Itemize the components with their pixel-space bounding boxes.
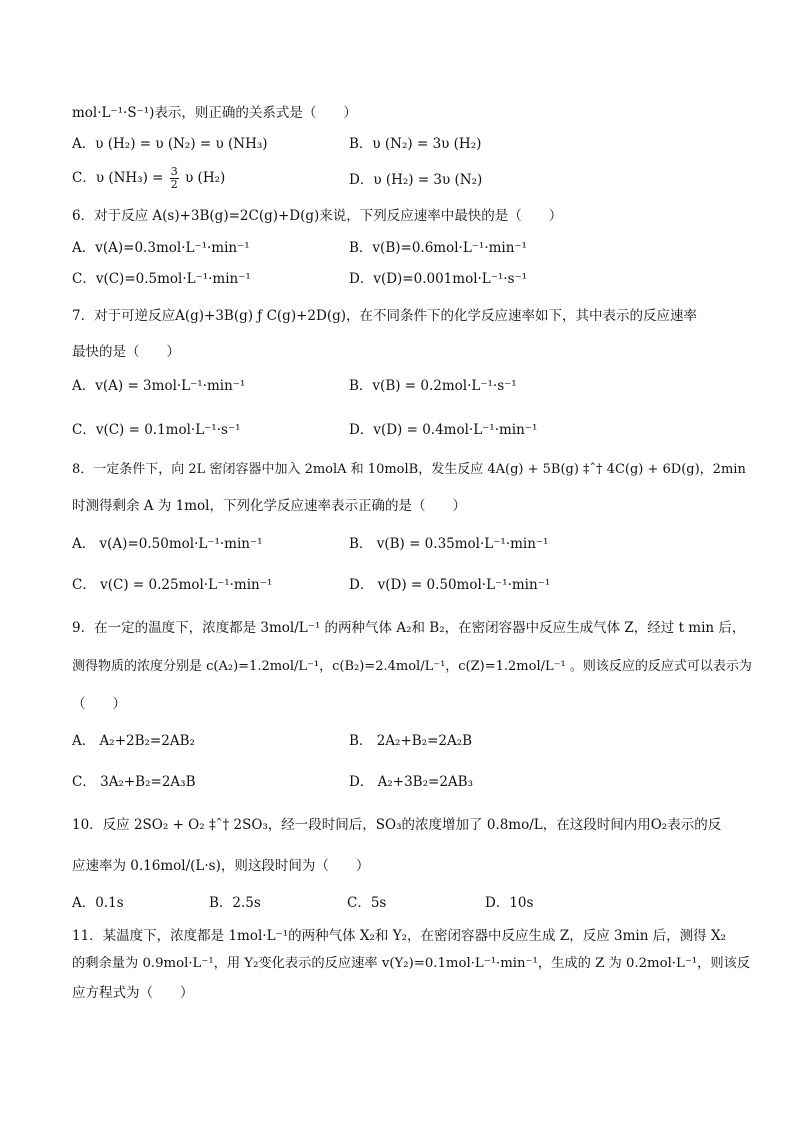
- q10-stem-line-2: 应速率为 0.16mol/(L·s)，则这段时间为（ ）: [72, 858, 370, 874]
- q7-option-b: B．v(B) = 0.2mol·L⁻¹·s⁻¹: [349, 378, 517, 394]
- q5-option-d: D．υ (H₂) = 3υ (N₂): [349, 172, 483, 188]
- q7-stem-line-1: 7．对于可逆反应A(g)+3B(g) ƒ C(g)+2D(g)，在不同条件下的化学反应速率如下，其中表示的反应速率: [72, 308, 697, 324]
- q5-option-c-prefix: C．υ (NH₃) =: [72, 170, 164, 186]
- q9-stem-line-2: 测得物质的浓度分别是 c(A₂)=1.2mol/L⁻¹，c(B₂)=2.4mol/L⁻¹，c(Z)=1.2mol/L⁻¹ 。则该反应的反应式可以表示为: [72, 659, 752, 674]
- q8-stem-line-2: 时测得剩余 A 为 1mol，下列化学反应速率表示正确的是（ ）: [72, 498, 466, 514]
- q9-stem-line-3: （ ）: [72, 696, 126, 712]
- q7-stem-line-2: 最快的是（ ）: [72, 344, 180, 360]
- q8-option-a: A． v(A)=0.50mol·L⁻¹·min⁻¹: [72, 536, 263, 552]
- q8-option-b: B． v(B) = 0.35mol·L⁻¹·min⁻¹: [349, 536, 549, 552]
- fraction-denominator: 2: [170, 178, 178, 191]
- q9-stem-line-1: 9．在一定的温度下，浓度都是 3mol/L⁻¹ 的两种气体 A₂和 B₂，在密闭容器中反应生成气体 Z，经过 t min 后，: [72, 620, 746, 636]
- q11-stem-line-2: 的剩余量为 0.9mol·L⁻¹，用 Y₂变化表示的反应速率 v(Y₂)=0.1mol·L⁻¹·min⁻¹，生成的 Z 为 0.2mol·L⁻¹，则该反: [72, 956, 751, 971]
- q8-stem-line-1: 8．一定条件下，向 2L 密闭容器中加入 2molA 和 10molB，发生反应 4A(g) + 5B(g) ‡ˆ† 4C(g) + 6D(g)，2min: [72, 462, 746, 477]
- q8-option-c: C． v(C) = 0.25mol·L⁻¹·min⁻¹: [72, 577, 273, 593]
- q5-option-c-suffix: υ (H₂): [185, 170, 226, 186]
- q9-option-b: B． 2A₂+B₂=2A₂B: [349, 733, 473, 749]
- q11-stem-line-1: 11．某温度下，浓度都是 1mol·L⁻¹的两种气体 X₂和 Y₂，在密闭容器中反应生成 Z，反应 3min 后，测得 X₂: [72, 928, 726, 944]
- q10-option-d: D．10s: [485, 895, 534, 911]
- q5-option-b: B．υ (N₂) = 3υ (H₂): [349, 136, 482, 152]
- q8-option-d: D． v(D) = 0.50mol·L⁻¹·min⁻¹: [349, 577, 551, 593]
- q10-stem-line-1: 10．反应 2SO₂ + O₂ ‡ˆ† 2SO₃，经一段时间后，SO₃的浓度增加了 0.8mo/L，在这段时间内用O₂表示的反: [72, 817, 722, 833]
- q5-stem-tail: mol·L⁻¹·S⁻¹)表示，则正确的关系式是（ ）: [72, 105, 357, 121]
- q10-option-c: C．5s: [347, 895, 387, 911]
- q7-option-c: C．v(C) = 0.1mol·L⁻¹·s⁻¹: [72, 422, 241, 438]
- q7-option-d: D．v(D) = 0.4mol·L⁻¹·min⁻¹: [349, 422, 538, 438]
- q10-option-b: B．2.5s: [209, 895, 261, 911]
- q6-option-b: B．v(B)=0.6mol·L⁻¹·min⁻¹: [349, 240, 527, 256]
- q11-stem-line-3: 应方程式为（ ）: [72, 985, 194, 1001]
- q6-option-c: C．v(C)=0.5mol·L⁻¹·min⁻¹: [72, 271, 251, 287]
- q5-option-c: [72, 166, 225, 191]
- q10-option-a: A．0.1s: [72, 895, 124, 911]
- q9-option-c: C． 3A₂+B₂=2A₃B: [72, 774, 196, 790]
- q5-option-c-fraction: [170, 166, 179, 191]
- q9-option-a: A． A₂+2B₂=2AB₂: [72, 733, 195, 749]
- q5-option-a: A．υ (H₂) = υ (N₂) = υ (NH₃): [72, 136, 268, 152]
- q6-stem: 6．对于反应 A(s)+3B(g)=2C(g)+D(g)来说，下列反应速率中最快的是（ ）: [72, 208, 563, 224]
- fraction-numerator: 3: [170, 165, 178, 178]
- q6-option-a: A．v(A)=0.3mol·L⁻¹·min⁻¹: [72, 240, 250, 256]
- q7-option-a: A．v(A) = 3mol·L⁻¹·min⁻¹: [72, 378, 246, 394]
- q6-option-d: D．v(D)=0.001mol·L⁻¹·s⁻¹: [349, 271, 528, 287]
- q9-option-d: D． A₂+3B₂=2AB₃: [349, 774, 473, 790]
